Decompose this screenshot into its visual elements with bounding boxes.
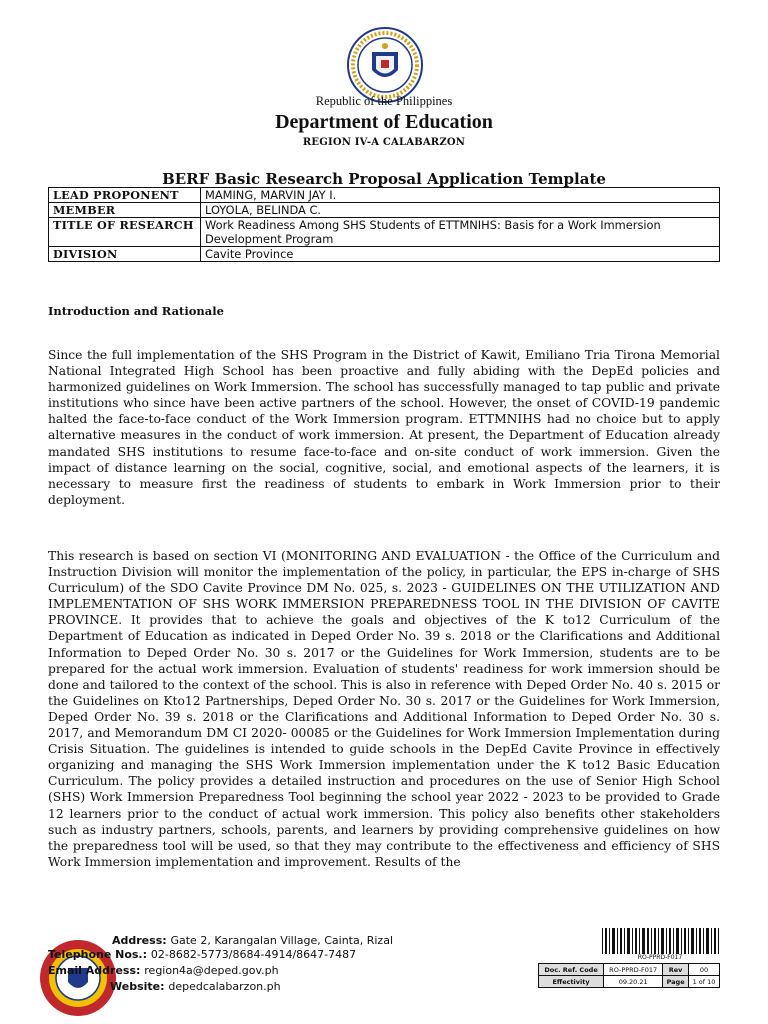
table-row	[49, 247, 720, 262]
table-row	[49, 218, 720, 247]
effectivity-label: Effectivity	[539, 976, 604, 988]
rev-value: 00	[688, 964, 719, 976]
email-value[interactable]: region4a@deped.gov.ph	[144, 964, 279, 977]
table-row	[49, 188, 720, 203]
header-republic: Republic of the Philippines	[315, 94, 453, 108]
division-label: DIVISION	[49, 247, 201, 262]
research-title-label: TITLE OF RESEARCH	[49, 218, 201, 247]
page-value: 1 of 10	[688, 976, 719, 988]
member-value: LOYOLA, BELINDA C.	[201, 203, 720, 218]
barcode-text: RO-PPRD-F017	[637, 954, 683, 961]
rev-label: Rev	[663, 964, 689, 976]
section-heading: Introduction and Rationale	[48, 304, 224, 318]
proposal-info-table	[48, 187, 720, 262]
footer-email	[48, 964, 279, 977]
doc-ref-label: Doc. Ref. Code	[539, 964, 604, 976]
division-value: Cavite Province	[201, 247, 720, 262]
website-label: Website:	[110, 980, 165, 993]
table-row	[539, 976, 720, 988]
email-label: Email Address:	[48, 964, 141, 977]
table-row	[49, 203, 720, 218]
paragraph-2: This research is based on section VI (MONITORING AND EVALUATION - the Office of the Curriculum and Instruction Division will monitor the implementation of the policy, in particular, the EPS in-charge of SHS Curriculum) of the SDO Cavite Province DM No. 025, s. 2023 - GUIDELINES ON THE UTILIZATION AND IMPLEMENTATION OF SHS WORK IMMERSION PREPAREDNESS TOOL IN THE DIVISION OF CAVITE PROVINCE. It provides that to achieve the goals and objectives of the K to12 Curriculum of the Department of Education as indicated in Deped Order No. 39 s. 2018 or the Clarifications and Additional Information to Deped Order No. 30 s. 2017 or the Guidelines for Work Immersion, students are to be prepared for the actual work immersion. Evaluation of students' readiness for work immersion should be done and tailored to the context of the school. This is also in reference with Deped Order No. 40 s. 2015 or the Guidelines on Kto12 Partnerships, Deped Order No. 30 s. 2017 or the Guidelines for Work Immersion, Deped Order No. 39 s. 2018 or the Clarifications and Additional Information to Deped Order No. 30 s. 2017, and Memorandum DM CI 2020- 00085 or the Guidelines for Work Immersion Implementation during Crisis Situation. The guidelines is intended to guide schools in the DepEd Cavite Province in effectively organizing and managing the SHS Work Immersion implementation under the K to12 Basic Education Curriculum. The policy provides a detailed instruction and procedures on the use of Senior High School (SHS) Work Immersion Preparedness Tool beginning the school year 2022 - 2023 to be provided to Grade 12 learners prior to the conduct of actual work immersion. This policy also benefits other stakeholders such as industry partners, schools, parents, and learners by providing comprehensive guidelines on how the preparedness tool will be used, so that they may contribute to the effectiveness and efficiency of SHS Work Immersion implementation and improvement. Results of the	[48, 549, 720, 869]
telephone-label: Telephone Nos.:	[48, 948, 148, 961]
barcode-icon	[600, 928, 720, 954]
footer-telephone	[48, 948, 356, 961]
table-row	[539, 964, 720, 976]
header-region: REGION IV-A CALABARZON	[302, 137, 466, 148]
lead-proponent-label: LEAD PROPONENT	[49, 188, 201, 203]
page-label: Page	[663, 976, 689, 988]
footer-website	[110, 980, 281, 993]
paragraph-1: Since the full implementation of the SHS Program in the District of Kawit, Emiliano Tria Tirona Memorial National Integrated High School has been proactive and fully abiding with the DepEd policies and harmonized guidelines on Work Immersion. The school has successfully managed to tap public and private institutions who since have been active partners of the school. However, the onset of COVID-19 pandemic halted the face-to-face conduct of the Work Immersion program. ETTMNIHS had no choice but to apply alternative measures in the conduct of work immersion. At present, the Department of Education already mandated SHS institutions to resume face-to-face and on-site conduct of work immersion. Given the impact of distance learning on the social, cognitive, social, and emotional aspects of the learners, it is necessary to measure first the readiness of students to embark in Work Immersion prior to their deployment.	[48, 348, 720, 507]
header-department: Department of Education	[275, 111, 493, 133]
doc-ref-table	[538, 963, 720, 988]
member-label: MEMBER	[49, 203, 201, 218]
lead-proponent-value: MAMING, MARVIN JAY I.	[201, 188, 720, 203]
address-value: Gate 2, Karangalan Village, Cainta, Rizal	[170, 934, 394, 947]
research-title-value: Work Readiness Among SHS Students of ETTMNIHS: Basis for a Work Immersion Development Program	[201, 218, 720, 247]
footer-address	[112, 934, 393, 947]
website-value[interactable]: depedcalabarzon.ph	[168, 980, 281, 993]
document-title: BERF Basic Research Proposal Application Template	[162, 170, 606, 188]
effectivity-value: 09.20.21	[604, 976, 663, 988]
address-label: Address:	[112, 934, 167, 947]
deped-seal-icon	[346, 26, 424, 104]
telephone-value: 02-8682-5773/8684-4914/8647-7487	[150, 948, 357, 961]
doc-ref-value: RO-PPRD-F017	[604, 964, 663, 976]
